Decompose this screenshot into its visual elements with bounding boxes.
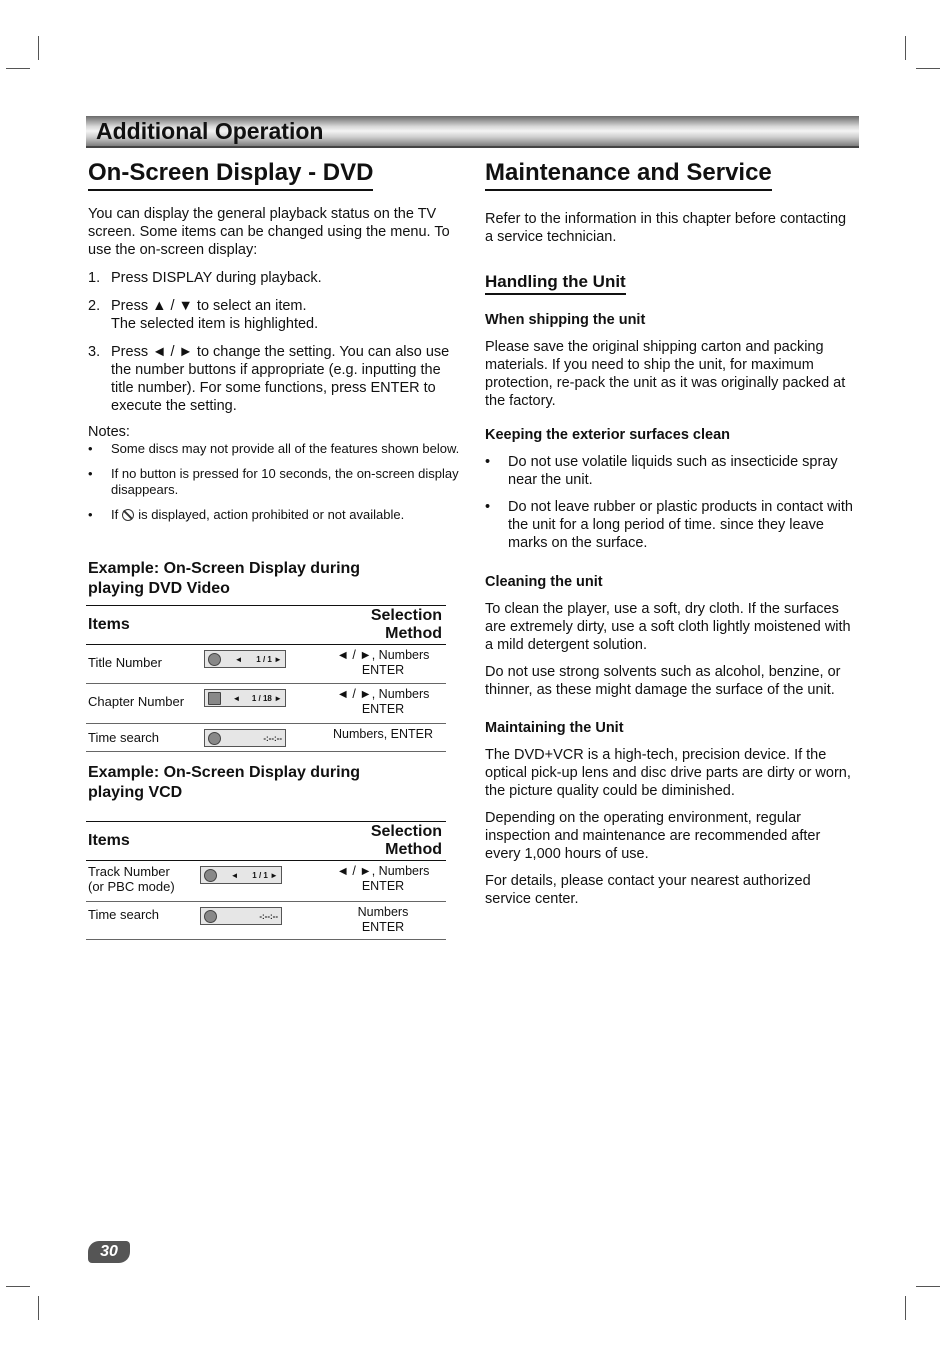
step-3: 3. Press ◄ / ► to change the setting. You can also use the number buttons if appropriate (e.g. inputting the title number). For some functions, press ENTER to execute the setting.	[88, 344, 450, 414]
page-number: 30	[88, 1241, 130, 1263]
crop-mark	[916, 1286, 940, 1287]
osd-indicator: ◄ 1 / 1 ►	[204, 650, 286, 668]
osd-indicator: -:--:--	[200, 907, 282, 925]
maintaining-text-3: For details, please contact your nearest authorized service center.	[485, 873, 811, 907]
maintaining-text-2: Depending on the operating environment, regular inspection and maintenance are recommended after every 1,000 hours of use.	[485, 810, 821, 862]
note-item: • If is displayed, action prohibited or not available.	[88, 507, 405, 522]
example2-table	[86, 821, 446, 940]
prohibited-icon	[122, 509, 134, 521]
maintaining-text-1: The DVD+VCR is a high-tech, precision device. If the optical pick-up lens and disc drive parts are dirty or worn, the picture quality could be diminished.	[485, 747, 851, 799]
osd-indicator: -:--:--	[204, 729, 286, 747]
table-header-row	[86, 822, 446, 861]
exterior-heading: Keeping the exterior surfaces clean	[485, 427, 730, 443]
left-column	[88, 158, 460, 523]
crop-mark	[6, 1286, 30, 1287]
cleaning-heading: Cleaning the unit	[485, 574, 603, 590]
maintaining-heading: Maintaining the Unit	[485, 720, 624, 736]
step-2: 2. Press ▲ / ▼ to select an item. The selected item is highlighted.	[88, 298, 319, 332]
col-method: Selection Method	[320, 606, 446, 645]
osd-intro: You can display the general playback status on the TV screen. Some items can be changed using the menu. To use the on-screen display:	[88, 206, 450, 258]
maintenance-title: Maintenance and Service	[485, 158, 772, 191]
disc-icon	[204, 869, 217, 882]
notes-label: Notes:	[88, 424, 130, 440]
shipping-heading: When shipping the unit	[485, 312, 646, 328]
list-item: • Do not leave rubber or plastic products in contact with the unit for a long period of time. since they leave marks on the surface.	[485, 499, 853, 551]
crop-mark	[38, 1296, 39, 1320]
step-1: 1. Press DISPLAY during playback.	[88, 270, 322, 286]
table-row: Time search -:--:-- Numbers, ENTER	[86, 724, 446, 752]
notes-list	[88, 441, 460, 523]
crop-mark	[38, 36, 39, 60]
osd-indicator: ◄ 1 / 18 ►	[204, 689, 286, 707]
osd-steps	[88, 269, 460, 415]
disc-icon	[208, 653, 221, 666]
handling-title: Handling the Unit	[485, 271, 626, 295]
col-items: Items	[86, 822, 320, 861]
osd-title: On-Screen Display - DVD	[88, 158, 373, 191]
crop-mark	[905, 1296, 906, 1320]
list-item: • Do not use volatile liquids such as insecticide spray near the unit.	[485, 454, 838, 488]
maintenance-intro: Refer to the information in this chapter before contacting a service technician.	[485, 211, 847, 245]
clock-icon	[208, 732, 221, 745]
right-column	[485, 158, 857, 908]
crop-mark	[916, 68, 940, 69]
example1-table	[86, 605, 446, 752]
col-items: Items	[86, 606, 320, 645]
film-icon	[208, 692, 221, 705]
shipping-text: Please save the original shipping carton and packing materials. If you need to ship the unit, for maximum protection, re-pack the unit as it was originally packed at the factory.	[485, 339, 846, 409]
table-row: Chapter Number ◄ 1 / 18 ► ◄ / ►, Numbers ENTER	[86, 684, 446, 724]
note-item: • Some discs may not provide all of the features shown below.	[88, 441, 460, 456]
col-method: Selection Method	[320, 822, 446, 861]
table-header-row	[86, 606, 446, 645]
table-row: Track Number (or PBC mode) ◄ 1 / 1 ► ◄ / ►, Numbers ENTER	[86, 861, 446, 902]
osd-indicator: ◄ 1 / 1 ►	[200, 866, 282, 884]
note-item: • If no button is pressed for 10 seconds, the on-screen display disappears.	[88, 466, 459, 497]
example1-title: Example: On-Screen Display during playing DVD Video	[88, 560, 361, 597]
table-row: Title Number ◄ 1 / 1 ► ◄ / ►, Numbers ENTER	[86, 645, 446, 684]
banner-title: Additional Operation	[96, 118, 324, 144]
section-banner	[86, 116, 859, 148]
clock-icon	[204, 910, 217, 923]
crop-mark	[905, 36, 906, 60]
cleaning-text-2: Do not use strong solvents such as alcohol, benzine, or thinner, as these might damage the surface of the unit.	[485, 664, 841, 698]
exterior-list	[485, 453, 857, 552]
example2-title: Example: On-Screen Display during playing VCD	[88, 764, 361, 801]
cleaning-text-1: To clean the player, use a soft, dry cloth. If the surfaces are extremely dirty, use a soft cloth lightly moistened with a mild detergent solution.	[485, 601, 851, 653]
crop-mark	[6, 68, 30, 69]
table-row: Time search -:--:-- Numbers ENTER	[86, 902, 446, 940]
